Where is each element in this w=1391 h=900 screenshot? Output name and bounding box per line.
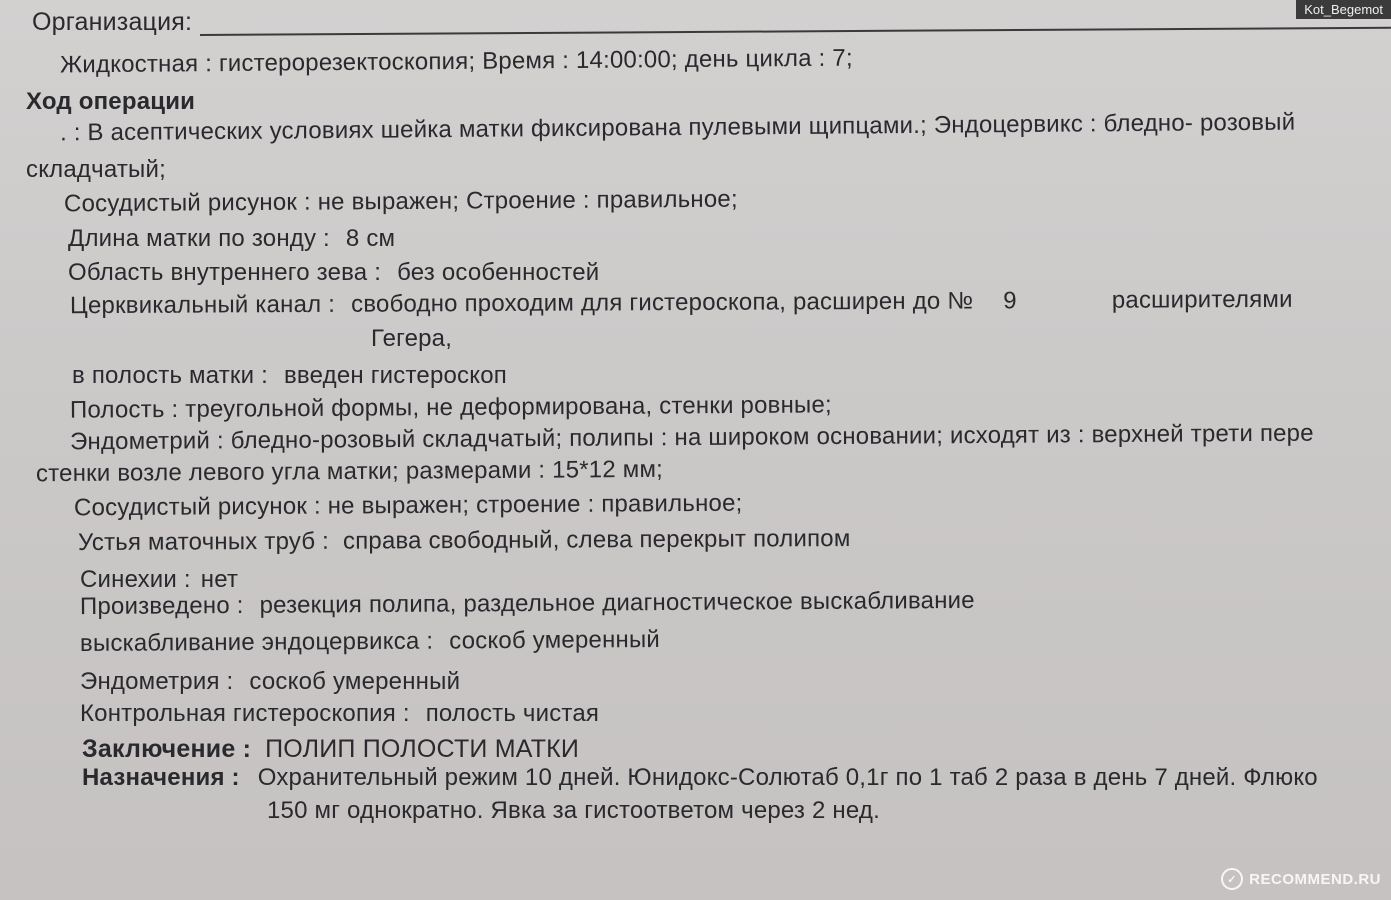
text-line-endometrium-curettage xyxy=(80,668,460,696)
cavity-entry-value: введен гистероскоп xyxy=(283,362,507,389)
text-line-vascular-1: Сосудистый рисунок : не выражен; Строение : правильное; xyxy=(63,185,738,218)
text-line-prescriptions-cont: 150 мг однократно. Явка за гистоответом через 2 нед. xyxy=(267,797,880,824)
text-line-internal-os xyxy=(68,259,599,287)
control-hysteroscopy-label: Контрольная гистероскопия : xyxy=(80,700,410,727)
uterus-length-label: Длина матки по зонду : xyxy=(68,225,330,252)
dilators-word: расширителями xyxy=(1111,285,1293,314)
text-line-cavity: Полость : треугольной формы, не деформирована, стенки ровные; xyxy=(69,391,832,424)
text-line-synechiae xyxy=(80,566,238,594)
cervical-canal-label: Церквикальный канал : xyxy=(69,290,336,320)
internal-os-label: Область внутреннего зева : xyxy=(68,259,382,286)
recommend-logo xyxy=(1221,868,1381,890)
text-line-cavity-entry xyxy=(72,362,507,390)
text-line-folded: складчатый; xyxy=(26,156,166,183)
logo-text: RECOMMEND.RU xyxy=(1249,870,1381,888)
synechiae-label: Синехии : xyxy=(80,566,191,593)
text-line-vascular-2: Сосудистый рисунок : не выражен; строение : правильное; xyxy=(73,489,743,522)
text-line-control-hysteroscopy xyxy=(80,700,599,728)
performed-value: резекция полипа, раздельное диагностическое выскабливание xyxy=(259,586,975,619)
uterus-length-value: 8 см xyxy=(345,225,396,252)
dilator-number: 9 xyxy=(1003,287,1017,315)
text-line-tubes xyxy=(78,525,851,557)
operation-heading: Ход операции xyxy=(26,88,196,115)
text-line-uterus-length xyxy=(68,225,395,253)
logo-icon: ✓ xyxy=(1221,868,1243,890)
endocervix-curettage-value: соскоб умеренный xyxy=(449,625,661,655)
endocervix-curettage-label: выскабливание эндоцервикса : xyxy=(79,627,434,658)
text-line-hegar: Гегера, xyxy=(371,325,453,352)
watermark-username: Kot_Begemot xyxy=(1296,0,1391,19)
prescriptions-label: Назначения : xyxy=(82,764,240,791)
organization-label: Организация: xyxy=(32,8,193,36)
conclusion-value: ПОЛИП ПОЛОСТИ МАТКИ xyxy=(265,735,580,763)
text-line-polyp-size: стенки возле левого угла матки; размерами : 15*12 мм; xyxy=(35,455,664,488)
cervical-canal-value: свободно проходим для гистероскопа, расширен до № xyxy=(351,287,974,318)
control-hysteroscopy-value: полость чистая xyxy=(425,700,600,727)
text-line-performed xyxy=(80,587,975,621)
text-line-endometrium: Эндометрий : бледно-розовый складчатый; полипы : на широком основании; исходят из : верхней трети пере xyxy=(69,419,1314,456)
text-line-prescriptions xyxy=(82,764,1318,792)
text-line-conclusion xyxy=(82,735,579,764)
endometrium-curettage-label: Эндометрия : xyxy=(80,668,234,695)
procedure-line: Жидкостная : гистерорезектоскопия; Время : 14:00:00; день цикла : 7; xyxy=(59,44,853,79)
prescriptions-value: Охранительный режим 10 дней. Юнидокс-Солютаб 0,1г по 1 таб 2 раза в день 7 дней. Флюко xyxy=(257,764,1318,791)
endometrium-curettage-value: соскоб умеренный xyxy=(249,668,461,695)
tubes-label: Устья маточных труб : xyxy=(77,527,330,557)
text-line-cervix: . : В асептических условиях шейка матки фиксирована пулевыми щипцами.; Эндоцервикс : бледно- розовый xyxy=(59,108,1296,147)
header-divider xyxy=(200,27,1391,36)
performed-label: Произведено : xyxy=(79,591,244,621)
text-line-endocervix-curettage xyxy=(80,626,660,658)
tubes-value: справа свободный, слева перекрыт полипом xyxy=(342,524,851,555)
internal-os-value: без особенностей xyxy=(397,259,600,286)
conclusion-label: Заключение : xyxy=(82,735,252,763)
synechiae-value: нет xyxy=(200,566,239,593)
cavity-entry-label: в полость матки : xyxy=(72,362,268,389)
text-line-cervical-canal xyxy=(70,286,1293,320)
